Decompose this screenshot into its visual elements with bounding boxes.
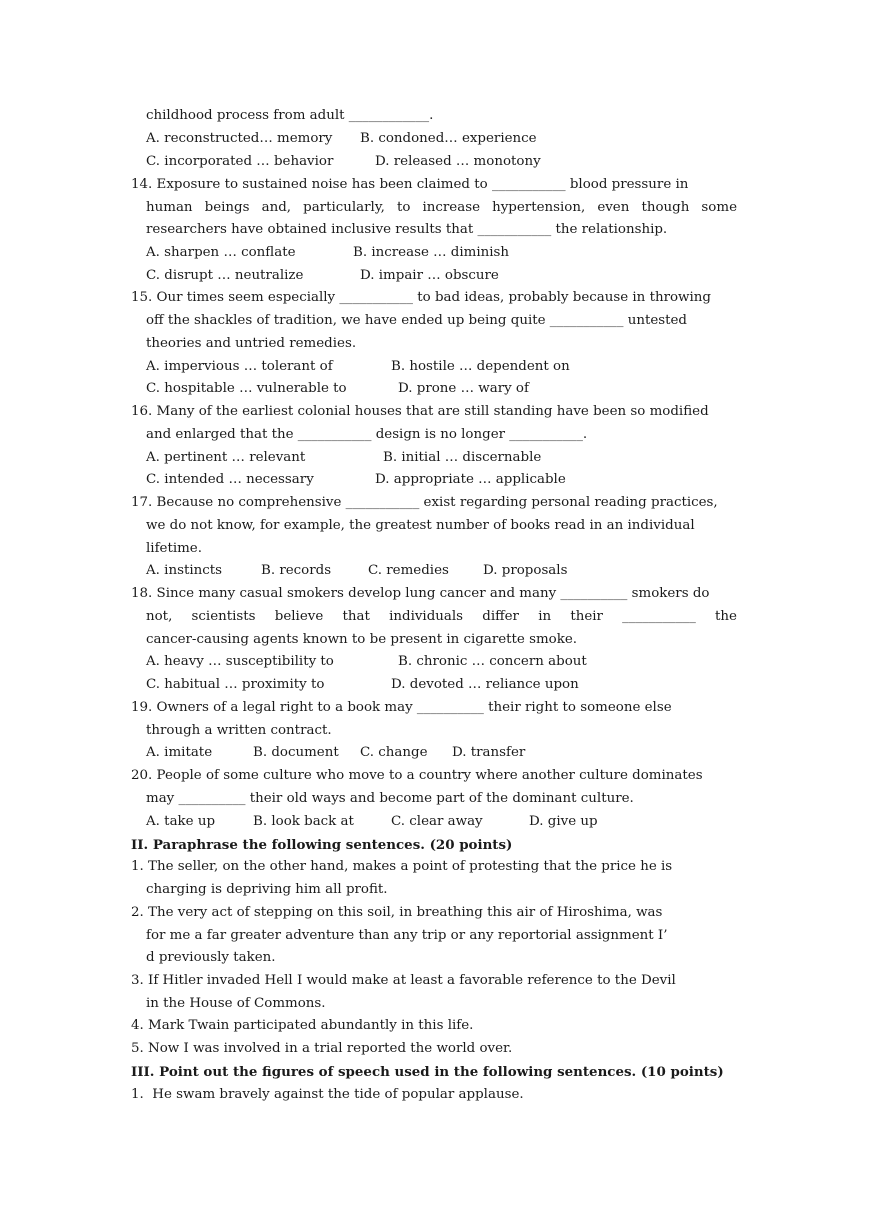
q15-option-a: A. impervious … tolerant of: [146, 359, 333, 374]
paraphrase-4: 4. Mark Twain participated abundantly in this life.: [131, 1018, 474, 1033]
q13-option-d: D. released … monotony: [375, 154, 541, 169]
paraphrase-1-line2: charging is depriving him all profit.: [146, 882, 388, 897]
section-2-heading: II. Paraphrase the following sentences. (20 points): [131, 837, 513, 853]
q13-option-c: C. incorporated … behavior: [146, 154, 334, 169]
q17-text-line3: lifetime.: [146, 541, 202, 556]
q17-option-b: B. records: [261, 563, 332, 578]
q18-option-b: B. chronic … concern about: [398, 654, 587, 669]
q20-option-d: D. give up: [529, 814, 598, 829]
q15-option-d: D. prone … wary of: [398, 381, 529, 396]
q20-option-b: B. look back at: [253, 814, 354, 829]
q14-option-b: B. increase … diminish: [353, 245, 510, 260]
q13-option-b: B. condoned… experience: [360, 131, 537, 146]
q14-option-c: C. disrupt … neutralize: [146, 268, 304, 283]
q15-text-line2: off the shackles of tradition, we have ended up being quite ___________ untested: [146, 313, 688, 328]
q16-option-b: B. initial … discernable: [383, 450, 542, 465]
q16-text-line1: 16. Many of the earliest colonial houses that are still standing have been so modified: [131, 404, 709, 419]
q19-option-d: D. transfer: [452, 745, 526, 760]
q18-option-d: D. devoted … reliance upon: [391, 677, 579, 692]
q18-text-line2: not, scientists believe that individuals differ in their ___________ the: [146, 609, 737, 624]
q16-option-a: A. pertinent … relevant: [146, 450, 306, 465]
q14-text-line2: human beings and, particularly, to increase hypertension, even though some: [146, 200, 737, 215]
q14-text-line1: 14. Exposure to sustained noise has been claimed to ___________ blood pressure in: [131, 177, 689, 192]
q14-text-line3: researchers have obtained inclusive results that ___________ the relationship.: [146, 222, 668, 237]
q19-option-c: C. change: [360, 745, 428, 760]
q17-text-line2: we do not know, for example, the greatest number of books read in an individual: [146, 518, 695, 533]
q14-option-d: D. impair … obscure: [360, 268, 499, 283]
q14-option-a: A. sharpen … conflate: [146, 245, 296, 260]
q20-option-a: A. take up: [146, 814, 216, 829]
q18-text-line1: 18. Since many casual smokers develop lung cancer and many __________ smokers do: [131, 586, 710, 601]
q15-text-line3: theories and untried remedies.: [146, 336, 357, 351]
q20-option-c: C. clear away: [391, 814, 483, 829]
q16-option-c: C. intended … necessary: [146, 472, 314, 487]
paraphrase-2-line2: for me a far greater adventure than any trip or any reportorial assignment I’: [146, 928, 668, 943]
q17-option-a: A. instincts: [146, 563, 223, 578]
q13-option-a: A. reconstructed… memory: [146, 131, 333, 146]
paraphrase-1-line1: 1. The seller, on the other hand, makes a point of protesting that the price he is: [131, 859, 673, 874]
q17-option-c: C. remedies: [368, 563, 449, 578]
q17-option-d: D. proposals: [483, 563, 568, 578]
q19-text-line2: through a written contract.: [146, 723, 332, 738]
q18-option-c: C. habitual … proximity to: [146, 677, 325, 692]
paraphrase-3-line2: in the House of Commons.: [146, 996, 326, 1011]
q15-option-c: C. hospitable … vulnerable to: [146, 381, 347, 396]
q16-text-line2: and enlarged that the ___________ design is no longer ___________.: [146, 427, 588, 442]
q19-text-line1: 19. Owners of a legal right to a book may __________ their right to someone else: [131, 700, 672, 715]
paraphrase-5: 5. Now I was involved in a trial reported the world over.: [131, 1041, 513, 1056]
q18-option-a: A. heavy … susceptibility to: [146, 654, 334, 669]
paraphrase-3-line1: 3. If Hitler invaded Hell I would make at least a favorable reference to the Devil: [131, 973, 676, 988]
paraphrase-2-line1: 2. The very act of stepping on this soil, in breathing this air of Hiroshima, was: [131, 905, 663, 920]
paraphrase-2-line3: d previously taken.: [146, 950, 276, 965]
q20-text-line2: may __________ their old ways and become part of the dominant culture.: [146, 791, 634, 806]
q16-option-d: D. appropriate … applicable: [375, 472, 566, 487]
q20-text-line1: 20. People of some culture who move to a country where another culture dominates: [131, 768, 703, 783]
q15-option-b: B. hostile … dependent on: [391, 359, 570, 374]
q19-option-b: B. document: [253, 745, 339, 760]
q13-text-tail: childhood process from adult ____________.: [146, 108, 434, 123]
section-3-heading: III. Point out the figures of speech used in the following sentences. (10 points): [131, 1064, 724, 1080]
q19-option-a: A. imitate: [146, 745, 213, 760]
q17-text-line1: 17. Because no comprehensive ___________ exist regarding personal reading practices,: [131, 495, 718, 510]
figure-of-speech-1: 1. He swam bravely against the tide of popular applause.: [131, 1087, 524, 1102]
q18-text-line3: cancer-causing agents known to be present in cigarette smoke.: [146, 632, 578, 647]
q15-text-line1: 15. Our times seem especially ___________ to bad ideas, probably because in throwing: [131, 290, 711, 305]
